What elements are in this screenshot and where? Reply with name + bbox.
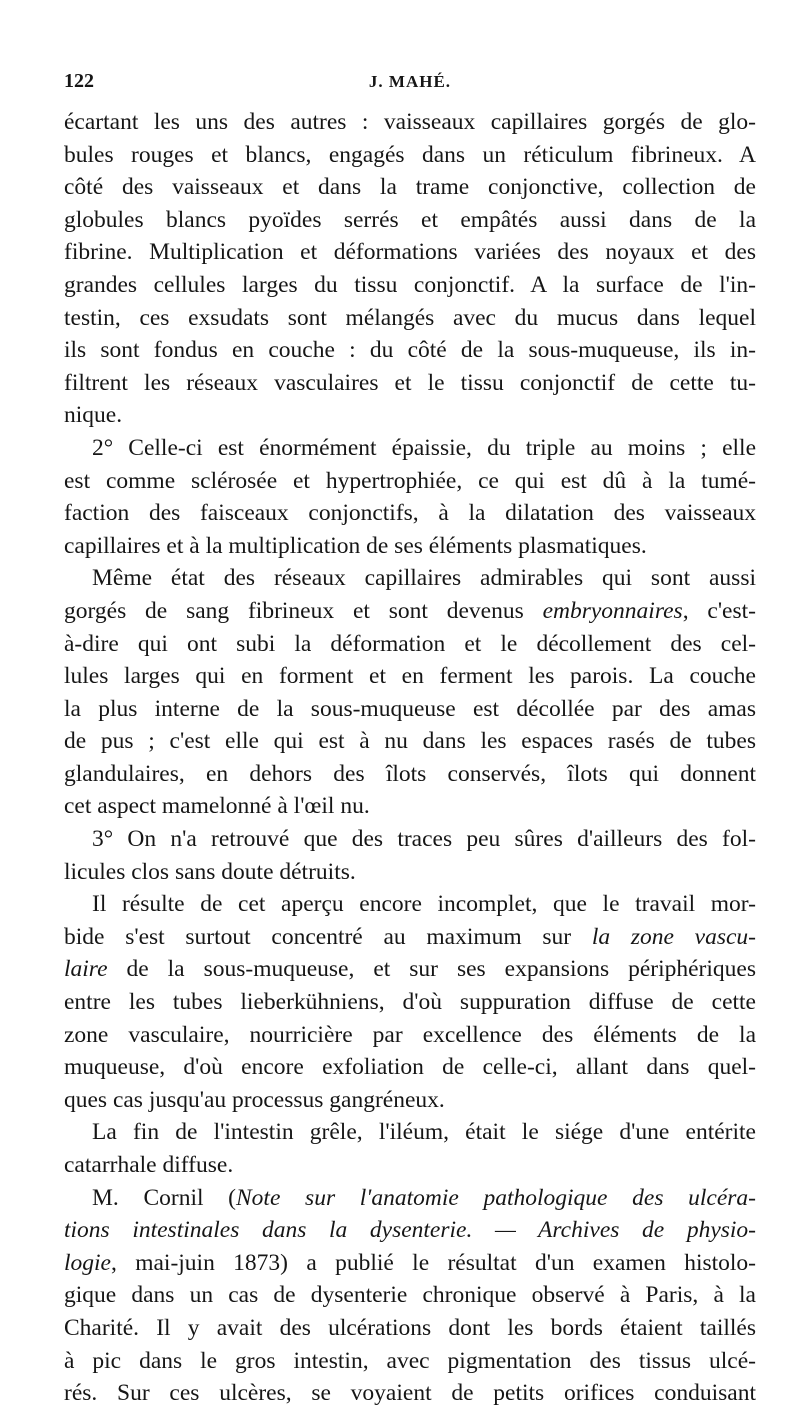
text-segment: , mai-juin 1873) a publié le résultat d'un examen histolo- [111, 1249, 756, 1276]
text-segment: de la sous-muqueuse, et sur ses expansions périphériques [107, 956, 756, 983]
text-line [64, 1051, 756, 1084]
text-line [64, 302, 756, 335]
text-segment: lules larges qui en forment et en ferment les parois. La couche [64, 663, 756, 690]
italic-text: logie [64, 1249, 111, 1276]
text-line [64, 1182, 756, 1215]
text-segment: à-dire qui ont subi la déformation et le décollement des cel- [64, 630, 756, 657]
text-segment: entre les tubes lieberkühniens, d'où suppuration diffuse de cette [64, 989, 756, 1016]
text-line [64, 432, 756, 465]
text-line [64, 1312, 756, 1345]
text-line [64, 628, 756, 661]
text-line [64, 269, 756, 302]
text-segment: gorgés de sang fibrineux et sont devenus [64, 597, 543, 624]
text-segment: catarrhale diffuse. [64, 1152, 234, 1178]
text-line [64, 399, 756, 432]
text-line [64, 562, 756, 595]
text-line [64, 790, 756, 823]
text-line [64, 334, 756, 367]
italic-text: Note sur l'anatomie pathologique des ulcéra- [236, 1184, 756, 1211]
text-segment: nique. [64, 402, 123, 429]
text-line [64, 530, 756, 563]
text-segment: la plus interne de la sous-muqueuse est décollée par des amas [64, 695, 756, 722]
text-segment: bules rouges et blancs, engagés dans un réticulum fibrineux. A [64, 141, 756, 168]
text-line [64, 465, 756, 498]
text-line [64, 595, 756, 628]
text-segment: capillaires et à la multiplication de ses éléments plasmatiques. [64, 532, 647, 559]
text-segment: 2° Celle-ci est énormément épaissie, du triple au moins ; elle [92, 434, 756, 461]
text-line [64, 1116, 756, 1149]
body-text [64, 106, 756, 1410]
text-line [64, 106, 756, 139]
page-header [64, 70, 756, 100]
italic-text: tions intestinales dans la dysenterie. — Archives de physio- [64, 1217, 756, 1244]
text-segment: faction des faisceaux conjonctifs, à la dilatation des vaisseaux [64, 500, 756, 527]
text-line [64, 1247, 756, 1280]
text-segment: filtrent les réseaux vasculaires et le tissu conjonctif de cette tu- [64, 369, 756, 396]
text-segment: globules blancs pyoïdes serrés et empâtés aussi dans de la [64, 206, 756, 233]
running-head: J. MAHÉ. [368, 72, 452, 91]
text-segment: zone vasculaire, nourricière par excellence des éléments de la [64, 1021, 756, 1048]
text-segment: à pic dans le gros intestin, avec pigmentation des tissus ulcé- [64, 1347, 756, 1374]
italic-text: laire [64, 956, 108, 983]
text-line [64, 367, 756, 400]
text-segment: licules clos sans doute détruits. [64, 858, 356, 885]
page-number: 122 [64, 70, 94, 92]
text-segment: 3° On n'a retrouvé que des traces peu sûres d'ailleurs des fol- [92, 826, 756, 853]
text-segment: côté des vaisseaux et dans la trame conjonctive, collection de [64, 174, 756, 201]
text-segment: écartant les uns des autres : vaisseaux capillaires gorgés de glo- [64, 109, 756, 135]
text-segment: testin, ces exsudats sont mélangés avec du mucus dans lequel [64, 304, 756, 331]
text-segment: bide s'est surtout concentré au maximum sur [64, 923, 592, 950]
text-segment: Charité. Il y avait des ulcérations dont les bords étaient taillés [64, 1314, 756, 1341]
italic-text: la zone vascu- [591, 923, 757, 950]
text-line [64, 823, 756, 856]
text-segment: La fin de l'intestin grêle, l'iléum, était le siége d'une entérite [92, 1119, 756, 1146]
text-line [64, 758, 756, 791]
text-segment: , c'est- [682, 597, 756, 624]
text-line [64, 1214, 756, 1247]
text-line [64, 856, 756, 889]
text-line [64, 171, 756, 204]
text-segment: ils sont fondus en couche : du côté de la sous-muqueuse, ils in- [64, 337, 756, 364]
text-line [64, 1149, 756, 1182]
text-segment: de pus ; c'est elle qui est à nu dans les espaces rasés de tubes [64, 728, 756, 755]
text-line [64, 1345, 756, 1378]
text-line [64, 204, 756, 237]
text-segment: glandulaires, en dehors des îlots conservés, îlots qui donnent [64, 760, 756, 787]
text-line [64, 725, 756, 758]
text-line [64, 139, 756, 172]
text-segment: fibrine. Multiplication et déformations variées des noyaux et des [64, 239, 756, 266]
text-line [64, 1377, 756, 1410]
text-line [64, 953, 756, 986]
text-segment: muqueuse, d'où encore exfoliation de celle-ci, allant dans quel- [64, 1054, 756, 1081]
text-segment: Il résulte de cet aperçu encore incomplet, que le travail mor- [92, 891, 756, 918]
text-segment: M. Cornil ( [92, 1184, 236, 1211]
text-segment: Même état des réseaux capillaires admirables qui sont aussi [92, 565, 756, 592]
text-line [64, 660, 756, 693]
text-segment: rés. Sur ces ulcères, se voyaient de petits orifices conduisant [64, 1380, 756, 1407]
text-line [64, 986, 756, 1019]
text-line [64, 888, 756, 921]
text-segment: ques cas jusqu'au processus gangréneux. [64, 1086, 445, 1113]
text-segment: cet aspect mamelonné à l'œil nu. [64, 793, 370, 820]
text-line [64, 1279, 756, 1312]
text-line [64, 1084, 756, 1117]
text-line [64, 236, 756, 269]
text-line [64, 693, 756, 726]
text-line [64, 497, 756, 530]
text-segment: grandes cellules larges du tissu conjonctif. A la surface de l'in- [64, 271, 756, 298]
text-line [64, 921, 756, 954]
italic-text: embryonnaires [542, 597, 683, 624]
text-segment: gique dans un cas de dysenterie chronique observé à Paris, à la [64, 1282, 756, 1309]
text-segment: est comme sclérosée et hypertrophiée, ce qui est dû à la tumé- [64, 467, 756, 494]
text-line [64, 1019, 756, 1052]
